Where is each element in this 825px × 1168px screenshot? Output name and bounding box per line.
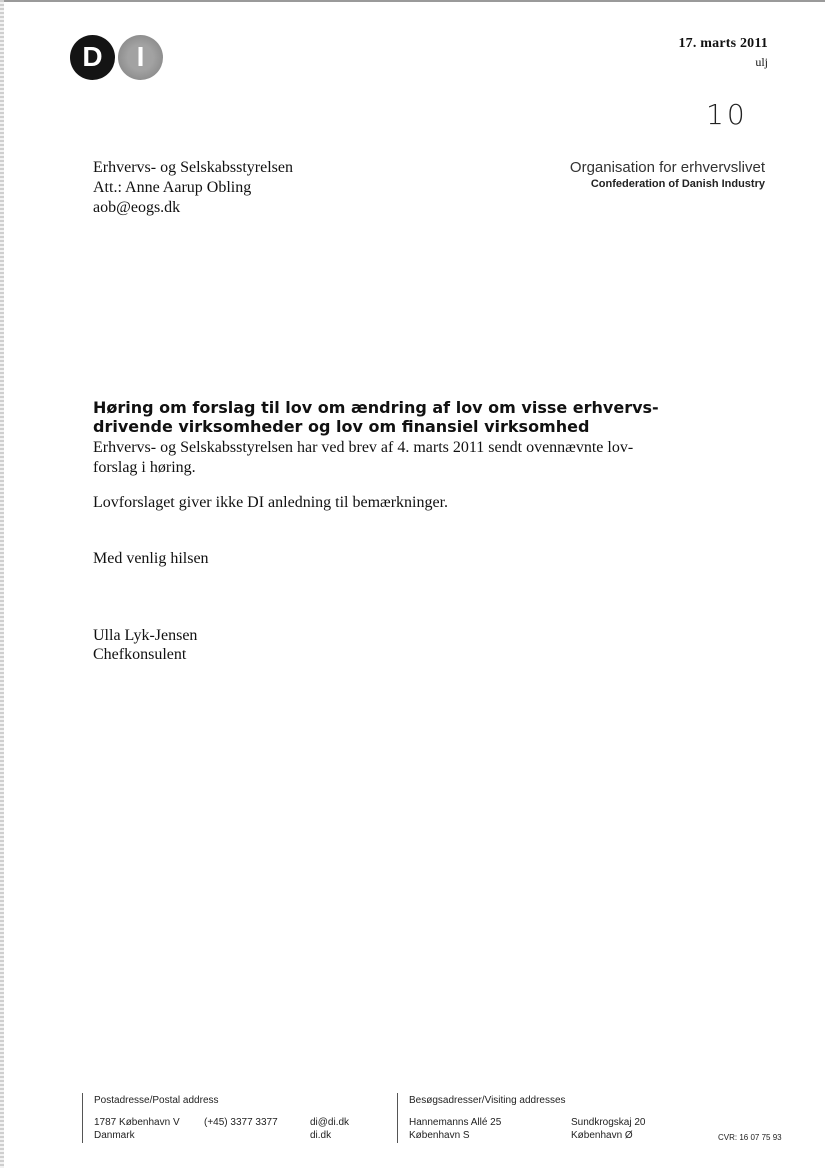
signer-name: Ulla Lyk-Jensen [93, 627, 198, 644]
footer-visit1-line-1: Hannemanns Allé 25 [409, 1117, 502, 1128]
letter-date: 17. marts 2011 [678, 36, 768, 51]
logo-disc-d [70, 35, 115, 80]
heading-line-1: Høring om forslag til lov om ændring af lov om visse erhvervs- [93, 398, 659, 417]
paragraph-2: Lovforslaget giver ikke DI anledning til bemærkninger. [93, 494, 449, 511]
footer-postal-line-2: Danmark [94, 1130, 135, 1141]
sender-initials: ulj [755, 55, 768, 69]
footer-contact [310, 1116, 349, 1142]
recipient-line-2: Att.: Anne Aarup Obling [93, 179, 252, 196]
footer-postal-heading: Postadresse/Postal address [94, 1095, 219, 1106]
footer-visit1-line-2: København S [409, 1130, 470, 1141]
footer-visiting-address-1 [409, 1116, 501, 1142]
handwritten-number: 10 [706, 98, 748, 131]
footer-divider-visiting [397, 1093, 398, 1143]
recipient-email: aob@eogs.dk [93, 199, 181, 216]
footer-cvr: CVR: 16 07 75 93 [718, 1133, 782, 1142]
organisation-subtitle: Confederation of Danish Industry [590, 178, 765, 190]
letter-footer [0, 1090, 825, 1150]
scan-edge-top [0, 0, 825, 2]
footer-email: di@di.dk [310, 1117, 350, 1128]
paragraph-1-line-2: forslag i høring. [93, 459, 196, 476]
signature-block [93, 626, 197, 664]
footer-divider-postal [82, 1093, 83, 1143]
paragraph-1-line-1: Erhvervs- og Selskabsstyrelsen har ved brev af 4. marts 2011 sendt ovennævnte lov- [93, 439, 634, 456]
recipient-address [93, 158, 293, 218]
footer-visit2-line-2: København Ø [571, 1130, 633, 1141]
scan-edge-left [0, 0, 4, 1168]
footer-postal-line-1: 1787 København V [94, 1117, 180, 1128]
paragraph-1 [93, 438, 693, 478]
logo-letter-d: D [82, 41, 103, 72]
heading-line-2: drivende virksomheder og lov om finansiel virksomhed [93, 417, 590, 436]
logo-letter-i: I [136, 41, 145, 72]
footer-web: di.dk [310, 1130, 332, 1141]
logo-disc-i [118, 35, 163, 80]
footer-phone: (+45) 3377 3377 [204, 1117, 278, 1128]
organisation-name: Organisation for erhvervslivet [569, 159, 765, 176]
organisation-block [570, 159, 765, 190]
footer-postal-address [94, 1116, 180, 1142]
letter-heading [93, 398, 703, 436]
footer-visiting-heading: Besøgsadresser/Visiting addresses [409, 1095, 566, 1106]
signer-title: Chefkonsulent [93, 646, 187, 663]
closing-salutation: Med venlig hilsen [93, 550, 209, 567]
footer-visit2-line-1: Sundkrogskaj 20 [571, 1117, 646, 1128]
footer-visiting-address-2 [571, 1116, 646, 1142]
recipient-line-1: Erhvervs- og Selskabsstyrelsen [93, 159, 293, 176]
